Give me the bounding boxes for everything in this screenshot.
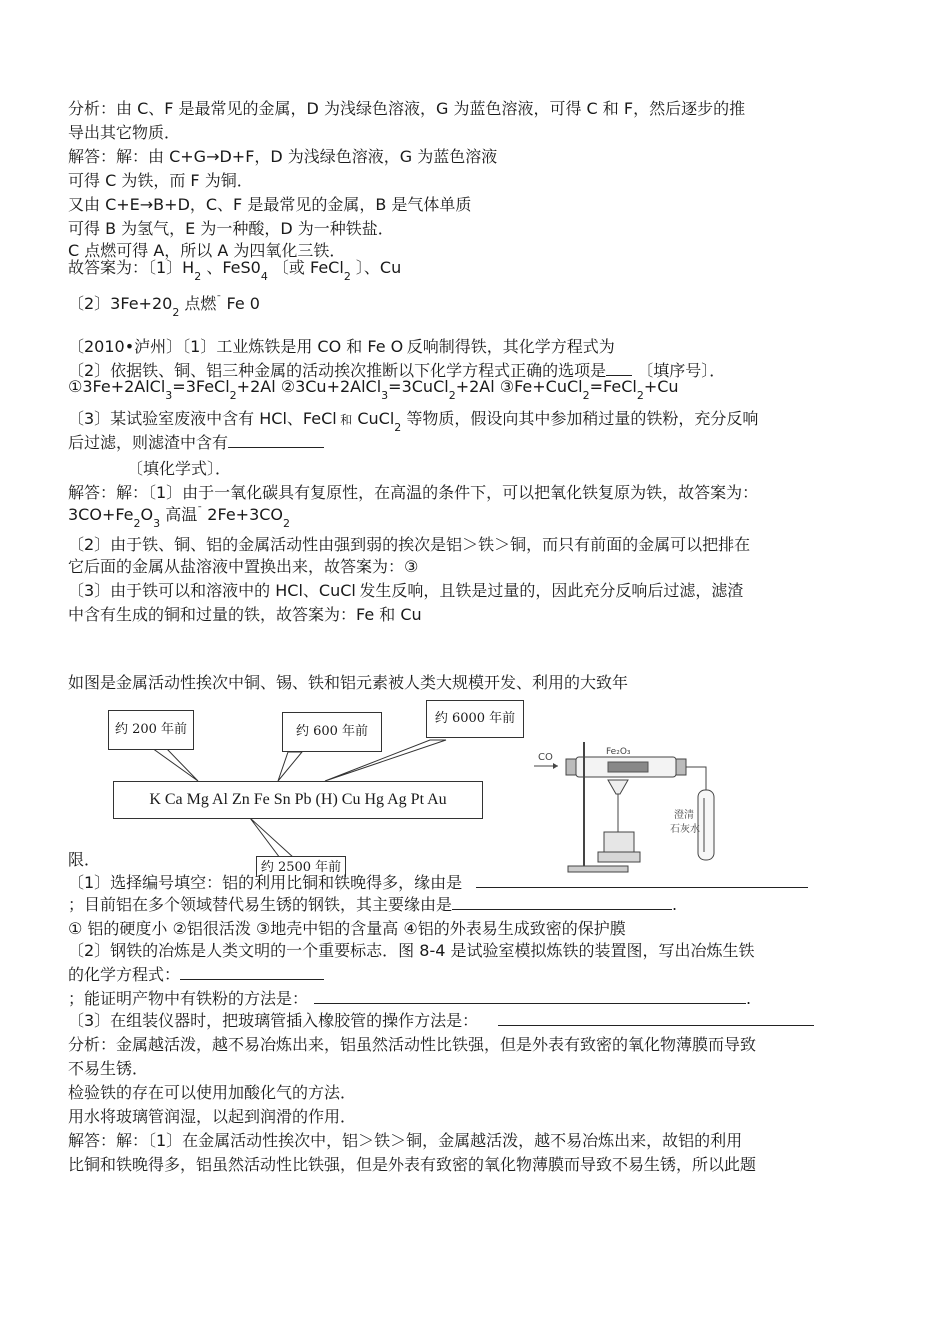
option-part: =3CuCl [388,377,449,396]
answer-blank[interactable] [452,895,672,910]
answer-part: 〕、Cu [355,258,402,277]
question-text: 〔3〕某试验室废液中含有 HCl、FeCl [68,409,337,428]
subscript: 2 [636,389,644,402]
option-part: =FeCl [589,377,637,396]
question-text: 等物质，假设向其中参加稍过量的铁粉，充分反响 [406,409,759,428]
equation-part: Fe 0 [226,294,260,313]
question-text: ；目前铝在多个领域替代易生锈的钢铁，其主要缘由是 [68,895,453,914]
answer-blank[interactable] [498,1011,814,1026]
question-text: 的化学方程式： [68,965,181,984]
fe2o3-label: Fe₂O₃ [606,747,631,757]
subscript: 2 [343,270,351,283]
question-text: 后过滤，则滤渣中含有 [68,433,229,452]
subscript: 3 [381,389,389,402]
subscript: 2 [133,517,141,530]
limewater-label-1: 澄清 [674,810,694,821]
answer-blank[interactable] [180,965,324,980]
subscript: 4 [260,270,268,283]
answer-line-4: 可得 B 为氢气，E 为一种酸，D 为一种铁盐． [68,219,394,238]
answer-line-3: 又由 C+E→B+D，C、F 是最常见的金属，B 是气体单质 [68,195,472,214]
question2-answer-1: 解答：解：〔1〕由于一氧化碳具有复原性，在高温的条件下，可以把氧化铁复原为铁，故答案为： [68,483,759,502]
subscript: 2 [448,389,456,402]
condition-text: 点燃 [184,294,217,313]
question3-options: ① 铝的硬度小 ②铝很活泼 ③地壳中铝的含量高 ④铝的外表易生成致密的保护膜 [68,919,626,938]
answer-line-7 [68,294,260,317]
question3-q2c: ；能证明产物中有铁粉的方法是： . [68,989,752,1008]
limewater-label-2: 石灰水 [670,824,700,835]
question3-q2b [68,965,324,985]
question2-line-6: 〔填化学式〕． [127,459,232,478]
answer-part: 〔或 FeCl [272,258,344,277]
question2-options [68,377,679,402]
answer-text: 发生反响，且铁是过量的，因此充分反响后过滤，滤渣 [359,581,744,600]
equation-part: 〔2〕3Fe+20 [68,294,173,313]
question2-line-1 [68,337,615,359]
question3-analysis-3: 检验铁的存在可以使用加酸化气的方法． [68,1083,357,1102]
question2-answer-2: 〔2〕由于铁、铜、铝的金属活动性由强到弱的挨次是铝＞铁＞铜，而只有前面的金属可以把排在 [68,535,751,554]
question3-q2: 〔2〕钢铁的冶炼是人类文明的一个重要标志．图 8-4 是试验室模拟炼铁的装置图，写出冶炼生铁 [68,941,755,960]
callout-2500-years: 约 2500 年前 [256,856,346,877]
answer-line-1: 解答：解：由 C+G→D+F，D 为浅绿色溶液，G 为蓝色溶液 [68,147,498,166]
analysis-line-1: 分析：由 C、F 是最常见的金属，D 为浅绿色溶液，G 为蓝色溶液，可得 C 和 F，然后逐步的推 [68,99,746,118]
question2-answer-3: 它后面的金属从盐溶液中置换出来，故答案为：③ [68,557,419,576]
question2-answer-4 [68,581,743,603]
subscript: 3 [153,517,161,530]
option-part: +2Al ②3Cu+2AlCl [236,377,382,396]
question3-answer-1: 解答：解：〔1〕在金属活动性挨次中，铝＞铁＞铜，金属越活泼，越不易冶炼出来，故铝的利用 [68,1131,743,1150]
question2-line-5 [68,433,324,453]
subscript: 2 [229,389,237,402]
answer-text: 〔3〕由于铁可以和溶液中的 HCl、CuCl [68,581,356,600]
question-text: 〔填序号〕． [637,361,726,380]
answer-part: 故答案为：〔1〕H [68,258,195,277]
question2-answer-5: 中含有生成的铜和过量的铁，故答案为：Fe 和 Cu [68,605,422,624]
analysis-line-2: 导出其它物质． [68,123,181,142]
subscript: 2 [194,270,202,283]
question2-line-4 [68,409,759,434]
arrow-mark: ¯ [216,295,222,306]
option-part: +2Al ③Fe+CuCl [455,377,583,396]
subscript: 2 [172,306,180,319]
smelting-apparatus-diagram [528,740,728,880]
equation-part: O [140,505,154,524]
option-part: +Cu [643,377,679,396]
question-text: 反响制得铁，其化学方程式为 [406,337,615,356]
option-part: ①3Fe+2AlCl [68,377,166,396]
condition-text: 高温 [160,505,198,524]
question-text: 〔3〕在组装仪器时，把玻璃管插入橡胶管的操作方法是： [68,1011,479,1030]
question3-q3 [68,1011,814,1031]
subscript [337,421,341,434]
equation-part: 2Fe+3CO [202,505,284,524]
co-label: CO [538,752,553,763]
question3-analysis-1: 分析：金属越活泼，越不易冶炼出来，铝虽然活动性比铁强，但是外表有致密的氧化物薄膜而导致 [68,1035,757,1054]
question2-answer-eq [68,505,290,528]
answer-blank[interactable] [228,433,324,448]
callout-6000-years: 约 6000 年前 [426,700,524,738]
question-text: ；能证明产物中有铁粉的方法是： [68,989,309,1008]
question3-intro: 如图是金属活动性挨次中铜、锡、铁和铝元素被人类大规模开发、利用的大致年 [68,673,629,692]
option-part: =3FeCl [172,377,230,396]
subscript: 2 [582,389,590,402]
answer-blank[interactable] [476,873,808,888]
question3-analysis-2: 不易生锈． [68,1059,149,1078]
equation-part: 3CO+Fe [68,505,134,524]
activity-series: K Ca Mg Al Zn Fe Sn Pb (H) Cu Hg Ag Pt Au [113,781,483,819]
answer-blank[interactable] [606,361,632,376]
answer-line-6 [68,258,402,283]
answer-blank[interactable] [314,989,746,1004]
question3-answer-2: 比铜和铁晚得多，铝虽然活动性比铁强，但是外表有致密的氧化物薄膜而导致不易生锈，所以此题 [68,1155,757,1174]
question3-q1b: ；目前铝在多个领域替代易生锈的钢铁，其主要缘由是 . [68,895,678,914]
arrow-mark: ¯ [197,506,203,517]
answer-part: 、FeS0 [206,258,261,277]
subscript: 2 [283,517,291,530]
subscript: 3 [165,389,173,402]
question3-line-limit: 限． [68,850,101,869]
subscript: 2 [394,421,402,434]
callout-200-years: 约 200 年前 [108,710,194,750]
question-text: 〔1〕选择编号填空：铝的利用比铜和铁晚得多，缘由是 [68,873,463,892]
formula: CuCl [357,409,395,428]
question-text: 和 [340,413,353,427]
question3-analysis-4: 用水将玻璃管润湿，以起到润滑的作用． [68,1107,357,1126]
question-text: 〔2010•泸州〕〔1〕工业炼铁是用 CO 和 Fe O [68,337,404,356]
question-text: 〔2〕依据铁、铜、铝三种金属的活动挨次推断以下化学方程式正确的选项是 [68,361,607,380]
answer-line-5: C 点燃可得 A，所以 A 为四氧化三铁． [68,241,346,260]
question3-q1 [68,873,808,893]
callout-600-years: 约 600 年前 [282,712,382,752]
answer-line-2: 可得 C 为铁，而 F 为铜． [68,171,253,190]
